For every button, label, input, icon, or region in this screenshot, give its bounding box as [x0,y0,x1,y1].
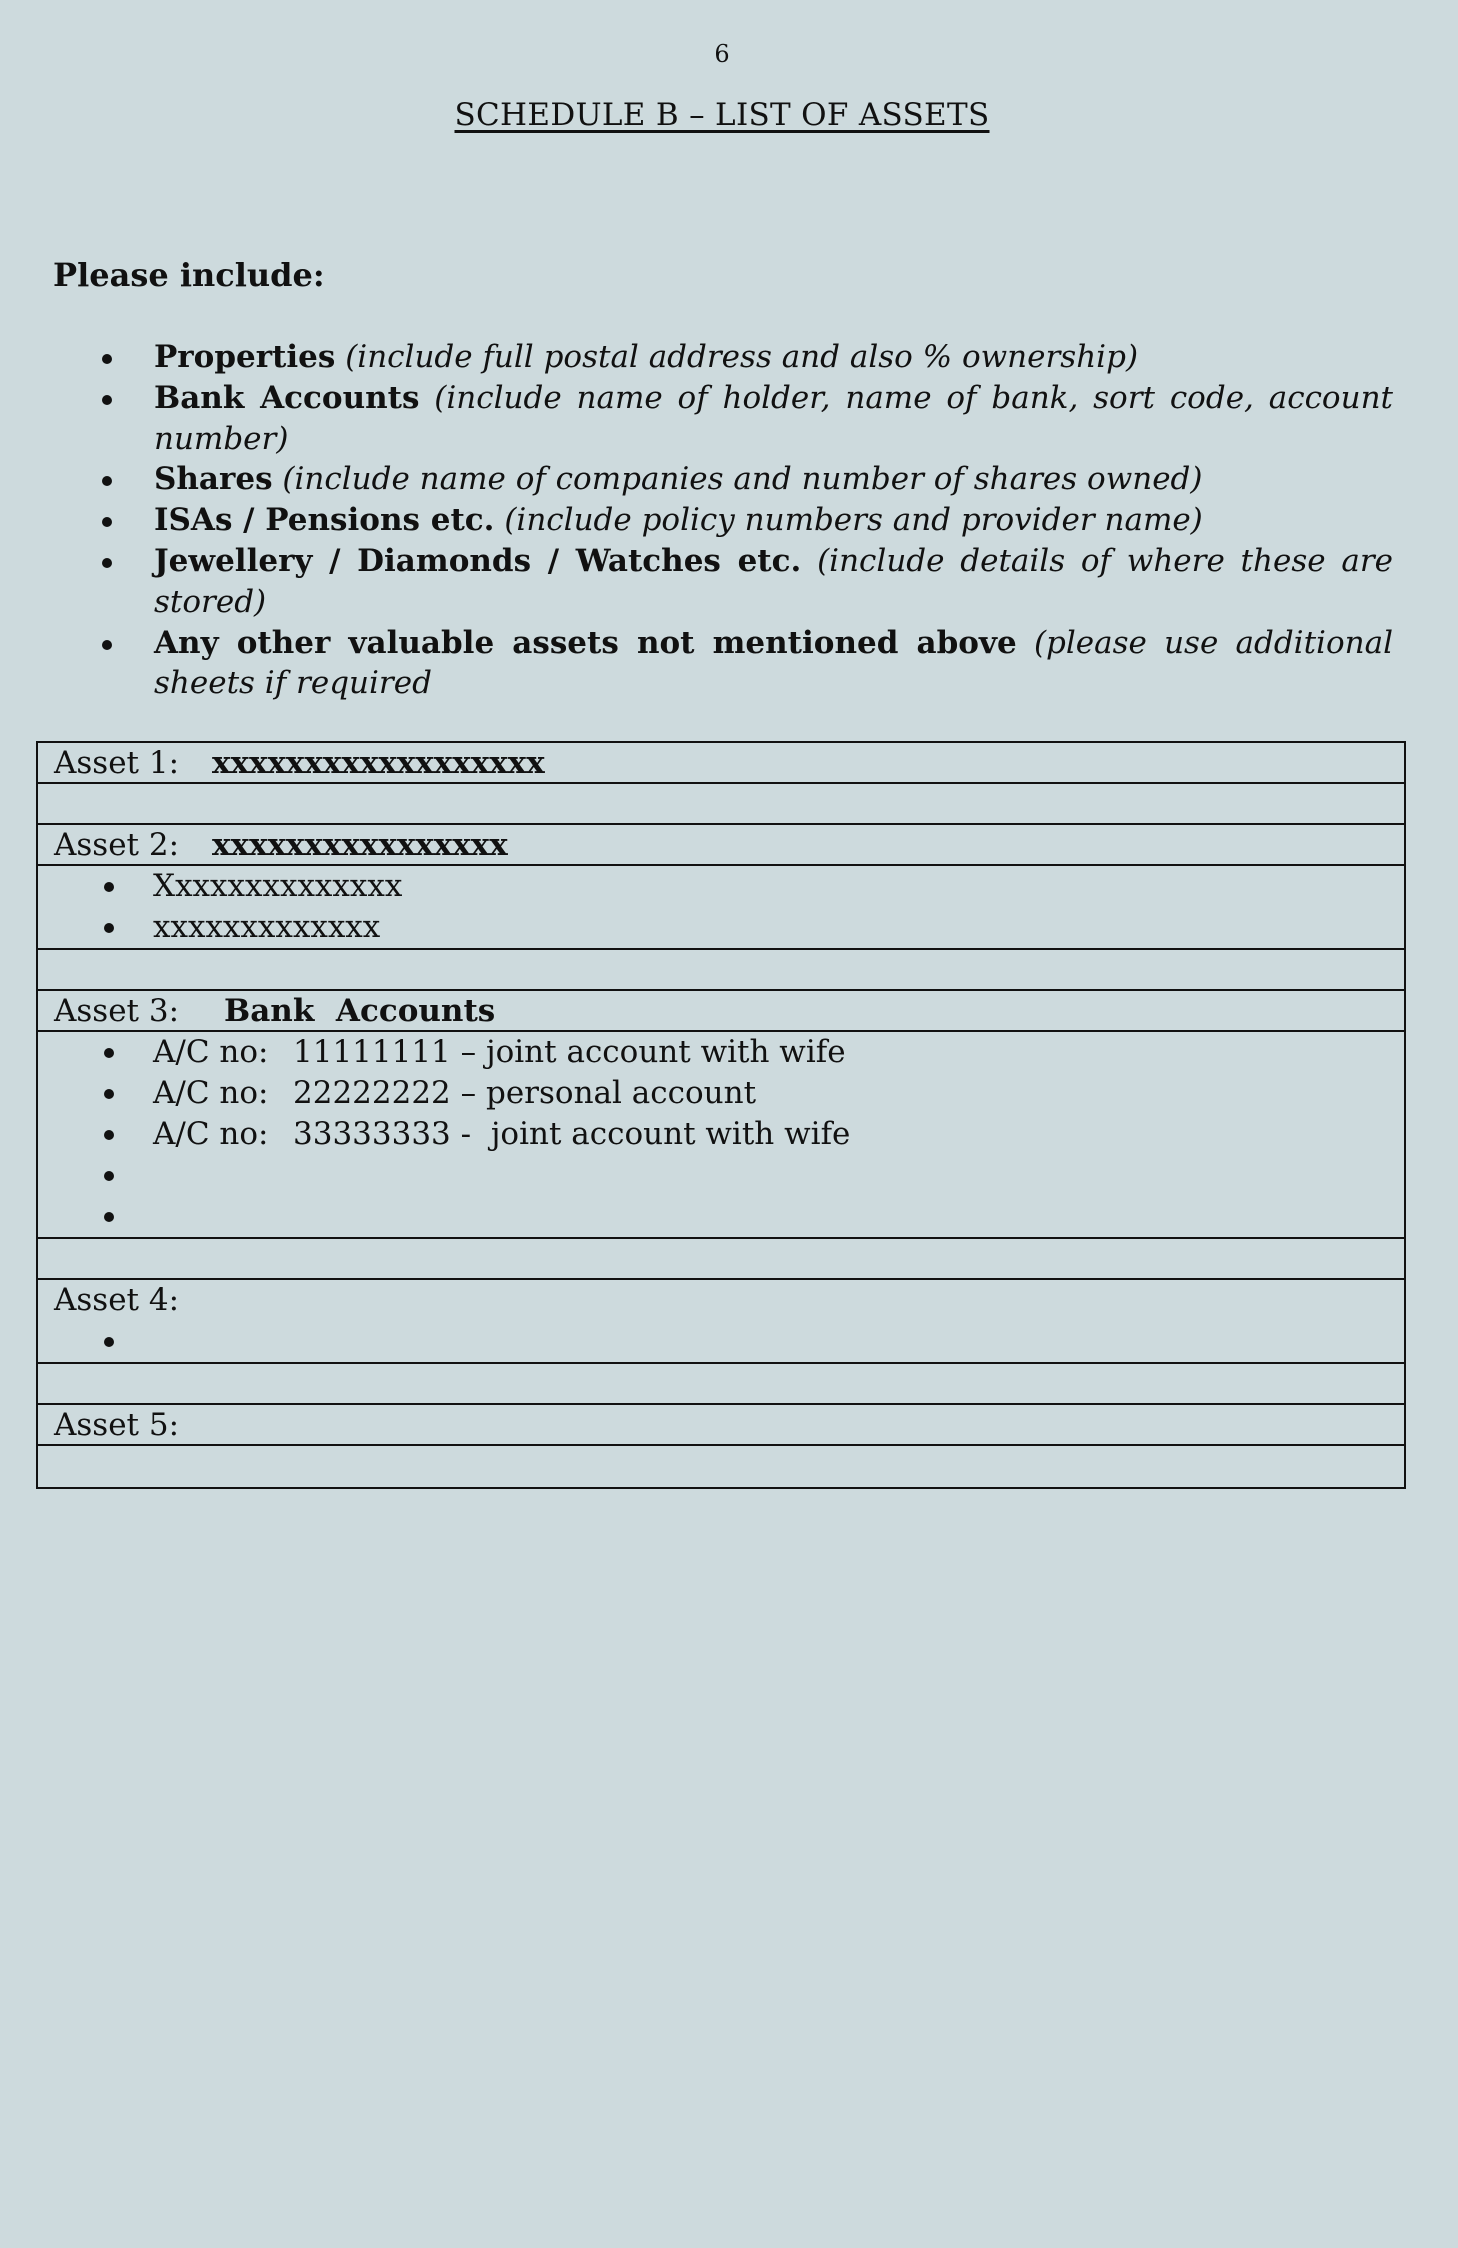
include-list [97,337,1393,704]
include-item-shares [97,459,1393,500]
page-number: 6 [714,40,730,68]
asset-2-details [38,866,1404,950]
asset-4-item-list [38,1321,1404,1362]
list-item-empty [38,1155,1404,1196]
page-title: SCHEDULE B – LIST OF ASSETS [454,97,990,133]
include-item-note: (please use additional sheets if required [154,624,1393,702]
asset-table [36,741,1406,1489]
asset-1-header [38,743,1404,784]
asset-label: Asset 2: [54,827,180,863]
asset-5-header [38,1405,1404,1446]
asset-3-account-list [38,1032,1404,1237]
include-item-note: (include full postal address and also % ownership) [345,339,1139,375]
asset-3-spacer [38,1239,1404,1280]
include-item-note: (include name of holder, name of bank, sort code, account number) [154,379,1393,457]
asset-label: Asset 3: [54,993,180,1029]
asset-5-details [38,1446,1404,1487]
asset-1-details [38,784,1404,825]
asset-2-spacer [38,950,1404,991]
asset-value: Bank Accounts [224,993,496,1029]
list-item: xxxxxxxxxxxxx [38,907,1404,948]
include-item-jewellery [97,541,1393,623]
list-item-empty [38,1321,1404,1362]
list-item-empty [38,1196,1404,1237]
account-text: 33333333 - joint account with wife [293,1116,851,1152]
include-item-other-assets [97,623,1393,705]
asset-4-block [38,1280,1404,1364]
include-item-properties [97,337,1393,378]
account-text: 11111111 – joint account with wife [293,1034,846,1070]
intro-heading: Please include: [53,256,325,294]
account-prefix: A/C no: [153,1034,269,1070]
include-item-title: Bank Accounts [154,379,420,416]
asset-3-header [38,991,1404,1032]
asset-label: Asset 4: [54,1282,180,1318]
list-item [38,1032,1404,1073]
include-item-note: (include details of where these are stored) [154,542,1393,620]
asset-value: xxxxxxxxxxxxxxxx [212,827,508,863]
account-prefix: A/C no: [153,1116,269,1152]
include-item-title: Shares [154,461,273,498]
asset-4-header [38,1280,1404,1321]
include-item-title: Any other valuable assets not mentioned above [154,624,1017,661]
asset-2-item-list [38,866,1404,948]
include-item-note: (include policy numbers and provider name) [504,502,1203,539]
asset-3-details [38,1032,1404,1239]
include-item-title: Properties [154,339,336,375]
account-text: 22222222 – personal account [293,1075,757,1111]
list-item [38,1073,1404,1114]
list-item [38,1114,1404,1155]
asset-label: Asset 1: [54,745,180,781]
include-item-isas-pensions [97,500,1393,541]
include-item-title: Jewellery / Diamonds / Watches etc. [154,542,802,579]
asset-2-header [38,825,1404,866]
asset-label: Asset 5: [54,1407,180,1443]
asset-value: xxxxxxxxxxxxxxxxxx [212,745,545,781]
account-prefix: A/C no: [153,1075,269,1111]
list-item: Xxxxxxxxxxxxxx [38,866,1404,907]
include-item-title: ISAs / Pensions etc. [154,502,495,539]
include-item-note: (include name of companies and number of shares owned) [282,461,1203,498]
asset-4-spacer [38,1364,1404,1405]
include-item-bank-accounts [97,378,1393,460]
